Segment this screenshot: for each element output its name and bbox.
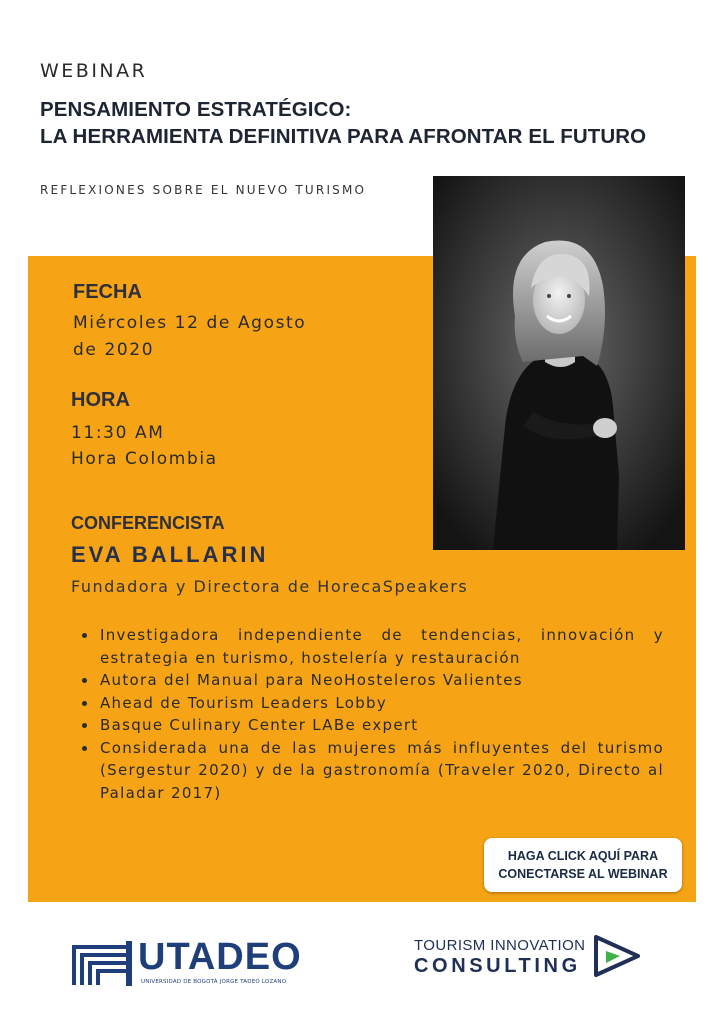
utadeo-logo-icon — [70, 941, 132, 986]
bio-item: • Autora del Manual para NeoHosteleros Valientes — [98, 669, 664, 692]
webinar-eyebrow: WEBINAR — [40, 60, 148, 82]
speaker-bio-list — [80, 624, 664, 804]
bio-item: • Considerada una de las mujeres más influyentes del turismo (Sergestur 2020) y de la gastronomía (Traveler 2020, Directo al Paladar 2017) — [98, 737, 664, 805]
tic-play-triangle-icon — [592, 933, 642, 979]
speaker-photo-illustration — [433, 176, 685, 550]
event-subtitle: REFLEXIONES SOBRE EL NUEVO TURISMO — [40, 183, 367, 197]
date-value — [73, 310, 306, 364]
tic-logo-line-2: CONSULTING — [414, 955, 581, 977]
join-webinar-button[interactable] — [484, 838, 682, 892]
tic-logo-line-1: TOURISM INNOVATION — [414, 937, 586, 954]
cta-line-1: HAGA CLICK AQUÍ PARA — [507, 849, 659, 863]
title-line-2: LA HERRAMIENTA DEFINITIVA PARA AFRONTAR EL FUTURO — [40, 125, 647, 148]
bio-item: • Basque Culinary Center LABe expert — [98, 714, 664, 737]
bio-item: • Ahead de Tourism Leaders Lobby — [98, 692, 664, 715]
speaker-role: Fundadora y Directora de HorecaSpeakers — [71, 577, 469, 596]
speaker-photo — [433, 176, 685, 550]
date-line-2: de 2020 — [73, 340, 155, 360]
bio-item: • Investigadora independiente de tendencias, innovación y estrategia en turismo, hostelería y restauración — [98, 624, 664, 669]
time-line-1: 11:30 AM — [71, 423, 165, 443]
utadeo-logo-text: UTADEO — [138, 936, 302, 978]
date-label: FECHA — [73, 281, 142, 303]
speaker-label: CONFERENCISTA — [71, 513, 225, 533]
title-line-1: PENSAMIENTO ESTRATÉGICO: — [40, 98, 352, 121]
time-value — [71, 420, 218, 472]
time-line-2: Hora Colombia — [71, 449, 218, 469]
utadeo-logo-subtitle: UNIVERSIDAD DE BOGOTÁ JORGE TADEO LOZANO — [141, 979, 287, 985]
cta-line-2: CONECTARSE AL WEBINAR — [498, 867, 668, 881]
time-label: HORA — [71, 389, 130, 411]
event-title — [40, 96, 646, 150]
speaker-name: EVA BALLARIN — [71, 542, 269, 567]
date-line-1: Miércoles 12 de Agosto — [73, 313, 307, 333]
